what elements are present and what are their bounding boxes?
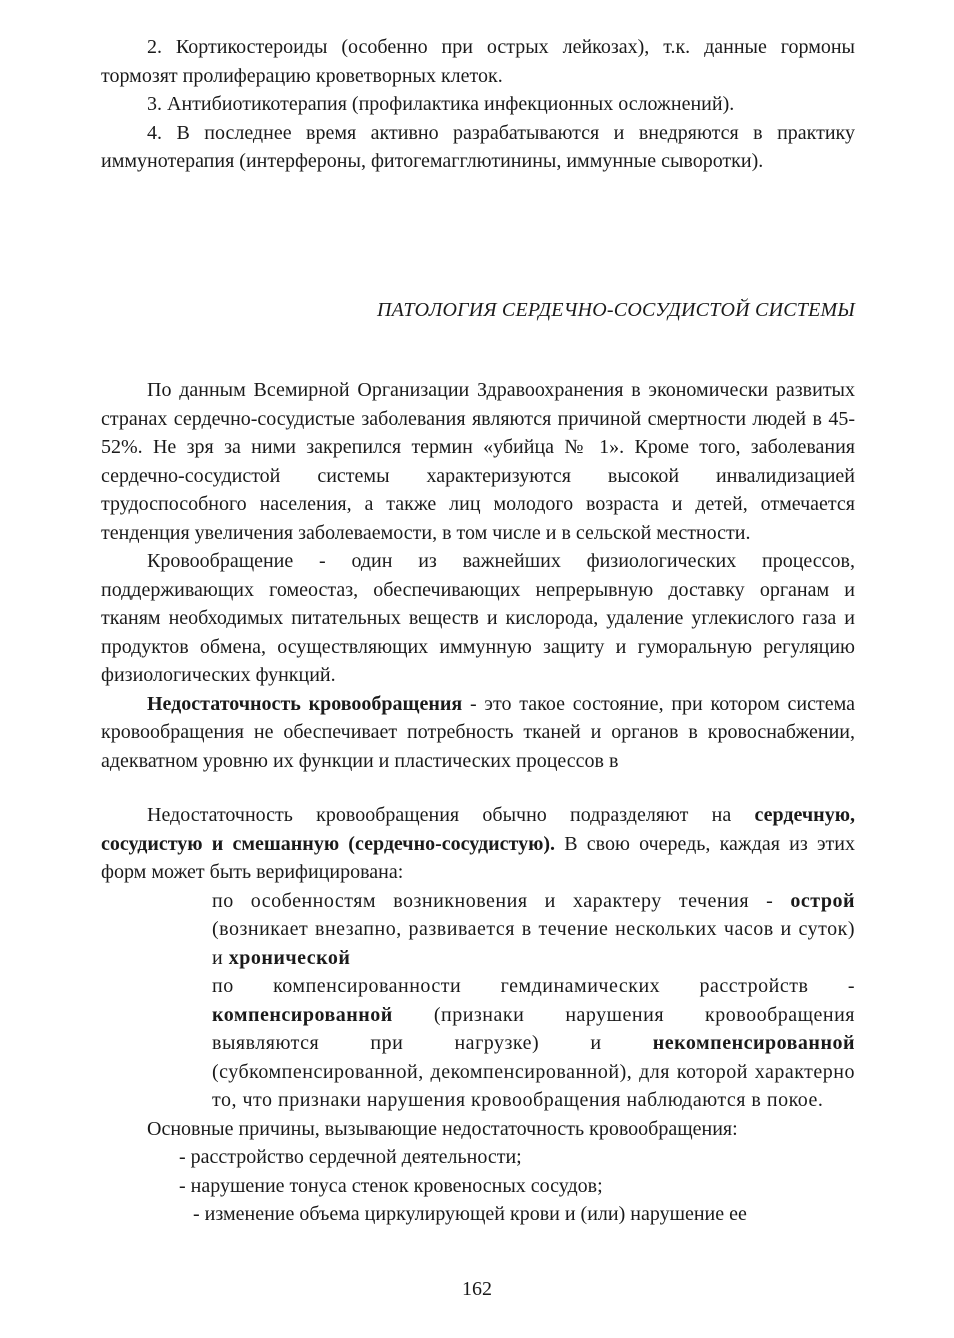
paragraph-insufficiency-definition [101,690,855,776]
subitem-acute-chronic [212,887,855,973]
intro-item-3: 3. Антибиотикотерапия (профилактика инфекционных осложнений). [147,93,735,115]
intro-item-2: 2. Кортикостероиды (особенно при острых лейкозах), т.к. данные гормоны тормозят пролиферацию кроветворных клеток. [101,36,855,87]
classification-text-end: В свою очередь, каждая из этих форм может быть верифицирована: [101,832,855,883]
subitem-text: (возникает внезапно, развивается в течение нескольких часов и суток) и [212,918,855,969]
spacer [101,324,855,376]
subitem-compensation [212,972,855,1115]
subitem-text: (субкомпенсированной, декомпенсированной), для которой характерно то, что признаки нарушения кровообращения наблюдаются в покое. [212,1060,855,1111]
paragraph-classification [101,801,855,887]
classification-types: сердечную, сосудистую и смешанную (сердечно-сосудистую). [101,804,855,855]
list-item: - изменение объема циркулирующей крови и (или) нарушение ее [193,1203,747,1225]
causes-intro: Основные причины, вызывающие недостаточность кровообращения: [147,1117,738,1140]
subitem-text: по компенсированности гемдинамических расстройств - [212,975,855,997]
spacer [101,775,855,801]
subitem-text: по особенностям возникновения и характеру течения - [212,889,791,912]
term-chronic: хронической [228,946,351,969]
paragraph-circulation: Кровообращение - один из важнейших физиологических процессов, поддерживающих гомеостаз, обеспечивающих непрерывную доставку органам и тканям необходимых питательных веществ и кислорода, удаление углекислого газа и продуктов обмена, осуществляющих иммунную защиту и гуморальную регуляцию физиологических функций. [101,550,855,686]
list-item: - нарушение тонуса стенок кровеносных сосудов; [179,1174,603,1197]
term-compensated: компенсированной [212,1003,393,1026]
term-decompensated: некомпенсированной [652,1032,855,1054]
classification-text-start: Недостаточность кровообращения обычно подразделяют на [147,804,755,826]
section-title: ПАТОЛОГИЯ СЕРДЕЧНО-СОСУДИСТОЙ СИСТЕМЫ [377,298,855,321]
definition-text: - это такое состояние, при котором система кровообращения не обеспечивает потребность тканей и органов в кровоснабжении, адекватном уровню их функции и пластических процессов в [101,692,855,772]
page-number: 162 [462,1278,492,1300]
term-insufficiency: Недостаточность кровообращения [147,692,463,715]
page-body [101,33,855,1229]
intro-item-4: 4. В последнее время активно разрабатываются и внедряются в практику иммунотерапия (интерфероны, фитогемагглютинины, иммунные сыворотки). [101,121,855,172]
paragraph-who-statistics: По данным Всемирной Организации Здравоохранения в экономически развитых странах сердечно-сосудистые заболевания являются причиной смертности людей в 45-52%. Не зря за ними закрепился термин «убийца № 1». Кроме того, заболевания сердечно-сосудистой системы характеризуются высокой инвалидизацией трудоспособного населения, а также лиц молодого возраста и детей, отмечается тенденция увеличения заболеваемости, в том числе и в сельской местности. [101,379,855,544]
term-acute: острой [790,889,855,912]
subitem-text: (признаки нарушения кровообращения выявляются при нагрузке) и [212,1003,855,1054]
list-item: - расстройство сердечной деятельности; [179,1146,522,1168]
